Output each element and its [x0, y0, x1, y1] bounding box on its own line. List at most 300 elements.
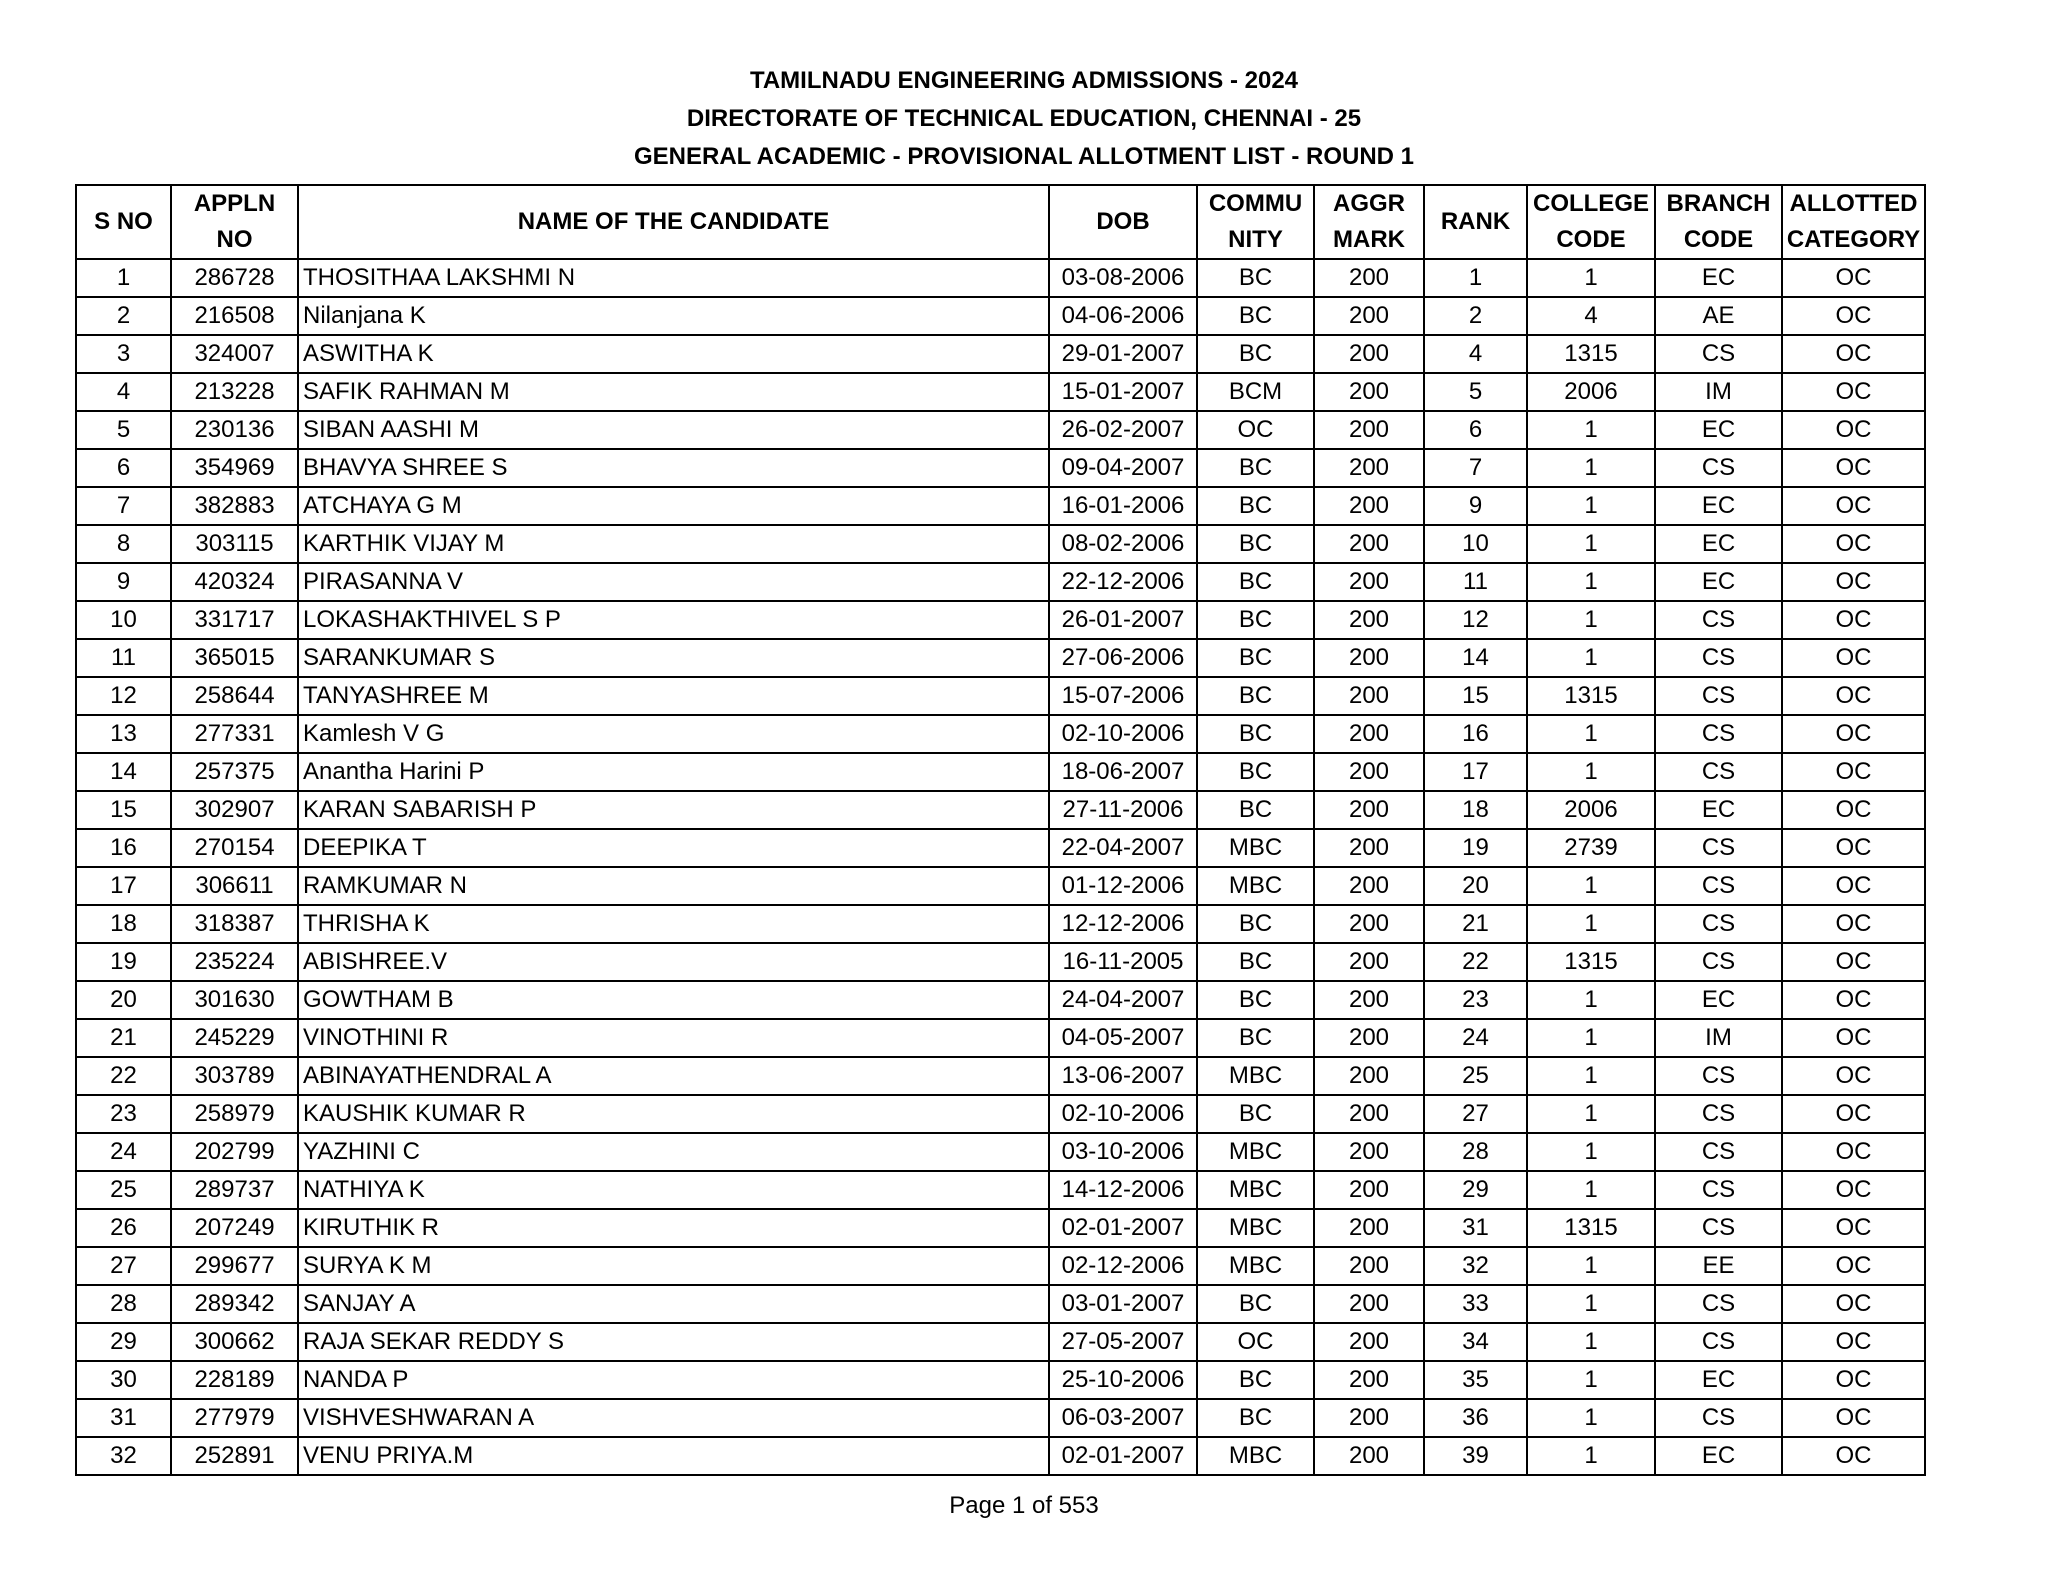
- header-label-line1: ALLOTTED: [1789, 190, 1918, 217]
- col-appln-no-cell: 216508: [171, 297, 298, 335]
- header-label-line1: COLLEGE: [1532, 190, 1649, 217]
- col-aggr-mark-cell: 200: [1314, 1209, 1424, 1247]
- col-candidate-name-header: [298, 185, 1049, 259]
- col-appln-no-cell: 324007: [171, 335, 298, 373]
- col-dob-cell: 22-04-2007: [1049, 829, 1197, 867]
- col-college-code-cell: 4: [1527, 297, 1655, 335]
- col-candidate-name-cell: BHAVYA SHREE S: [298, 449, 1049, 487]
- table-row: [76, 943, 1925, 981]
- col-candidate-name-cell: THRISHA K: [298, 905, 1049, 943]
- col-college-code-cell: 2006: [1527, 373, 1655, 411]
- col-candidate-name-cell: KARAN SABARISH P: [298, 791, 1049, 829]
- col-community-cell: BC: [1197, 1399, 1314, 1437]
- col-rank-cell: 2: [1424, 297, 1527, 335]
- col-dob-cell: 24-04-2007: [1049, 981, 1197, 1019]
- col-college-code-cell: 1: [1527, 1323, 1655, 1361]
- col-aggr-mark-cell: 200: [1314, 1399, 1424, 1437]
- col-candidate-name-cell: NATHIYA K: [298, 1171, 1049, 1209]
- col-community-cell: BC: [1197, 677, 1314, 715]
- col-sno-header: [76, 185, 171, 259]
- col-rank-cell: 7: [1424, 449, 1527, 487]
- table-row: [76, 1057, 1925, 1095]
- col-aggr-mark-cell: 200: [1314, 943, 1424, 981]
- table-row: [76, 1019, 1925, 1057]
- table-row: [76, 867, 1925, 905]
- col-college-code-cell: 1: [1527, 563, 1655, 601]
- col-appln-no-cell: 354969: [171, 449, 298, 487]
- table-row: [76, 1361, 1925, 1399]
- col-appln-no-cell: 331717: [171, 601, 298, 639]
- col-college-code-cell: 1315: [1527, 943, 1655, 981]
- allotment-table: [75, 184, 1926, 1476]
- col-rank-cell: 23: [1424, 981, 1527, 1019]
- col-dob-cell: 14-12-2006: [1049, 1171, 1197, 1209]
- col-allotted-category-cell: OC: [1782, 829, 1925, 867]
- col-sno-cell: 30: [76, 1361, 171, 1399]
- col-dob-cell: 01-12-2006: [1049, 867, 1197, 905]
- col-sno-cell: 24: [76, 1133, 171, 1171]
- col-college-code-cell: 1: [1527, 867, 1655, 905]
- col-candidate-name-cell: PIRASANNA V: [298, 563, 1049, 601]
- col-branch-code-cell: EC: [1655, 1437, 1782, 1475]
- header-label-line2: CATEGORY: [1786, 226, 1921, 253]
- col-appln-no-cell: 257375: [171, 753, 298, 791]
- col-appln-no-cell: 318387: [171, 905, 298, 943]
- col-branch-code-cell: CS: [1655, 601, 1782, 639]
- table-row: [76, 411, 1925, 449]
- document-title: TAMILNADU ENGINEERING ADMISSIONS - 2024: [749, 67, 1299, 94]
- col-dob-cell: 06-03-2007: [1049, 1399, 1197, 1437]
- col-aggr-mark-cell: 200: [1314, 411, 1424, 449]
- col-branch-code-cell: EE: [1655, 1247, 1782, 1285]
- col-branch-code-cell: CS: [1655, 1057, 1782, 1095]
- col-sno-cell: 10: [76, 601, 171, 639]
- col-aggr-mark-cell: 200: [1314, 715, 1424, 753]
- col-community-cell: MBC: [1197, 867, 1314, 905]
- col-allotted-category-cell: OC: [1782, 1437, 1925, 1475]
- col-dob-cell: 25-10-2006: [1049, 1361, 1197, 1399]
- table-row: [76, 753, 1925, 791]
- col-branch-code-cell: CS: [1655, 1209, 1782, 1247]
- col-rank-cell: 11: [1424, 563, 1527, 601]
- col-college-code-cell: 1: [1527, 981, 1655, 1019]
- col-rank-cell: 9: [1424, 487, 1527, 525]
- col-branch-code-cell: EC: [1655, 981, 1782, 1019]
- col-aggr-mark-cell: 200: [1314, 1437, 1424, 1475]
- col-college-code-cell: 1: [1527, 601, 1655, 639]
- col-branch-code-cell: EC: [1655, 1361, 1782, 1399]
- col-branch-code-cell: CS: [1655, 1095, 1782, 1133]
- col-college-code-cell: 1: [1527, 1057, 1655, 1095]
- col-allotted-category-cell: OC: [1782, 867, 1925, 905]
- col-allotted-category-cell: OC: [1782, 1285, 1925, 1323]
- col-rank-cell: 16: [1424, 715, 1527, 753]
- col-allotted-category-cell: OC: [1782, 1323, 1925, 1361]
- col-branch-code-cell: CS: [1655, 677, 1782, 715]
- col-sno-cell: 14: [76, 753, 171, 791]
- col-allotted-category-cell: OC: [1782, 335, 1925, 373]
- col-dob-cell: 15-01-2007: [1049, 373, 1197, 411]
- col-candidate-name-cell: KAUSHIK KUMAR R: [298, 1095, 1049, 1133]
- col-dob-cell: 15-07-2006: [1049, 677, 1197, 715]
- col-aggr-mark-cell: 200: [1314, 677, 1424, 715]
- col-appln-no-cell: 303789: [171, 1057, 298, 1095]
- col-college-code-cell: 1315: [1527, 1209, 1655, 1247]
- col-branch-code-cell: CS: [1655, 753, 1782, 791]
- col-branch-code-cell: CS: [1655, 867, 1782, 905]
- document-subtitle-list: GENERAL ACADEMIC - PROVISIONAL ALLOTMENT LIST - ROUND 1: [633, 143, 1414, 170]
- col-appln-no-cell: 258979: [171, 1095, 298, 1133]
- col-allotted-category-header: [1782, 185, 1925, 259]
- col-branch-code-cell: CS: [1655, 1323, 1782, 1361]
- col-sno-cell: 23: [76, 1095, 171, 1133]
- col-community-cell: BC: [1197, 525, 1314, 563]
- col-community-cell: BC: [1197, 259, 1314, 297]
- table-row: [76, 677, 1925, 715]
- col-sno-cell: 18: [76, 905, 171, 943]
- table-row: [76, 905, 1925, 943]
- table-row: [76, 601, 1925, 639]
- col-allotted-category-cell: OC: [1782, 411, 1925, 449]
- col-aggr-mark-cell: 200: [1314, 487, 1424, 525]
- col-aggr-mark-cell: 200: [1314, 259, 1424, 297]
- header-label-line1: DOB: [1096, 208, 1150, 235]
- col-allotted-category-cell: OC: [1782, 753, 1925, 791]
- col-community-cell: BC: [1197, 791, 1314, 829]
- col-community-cell: MBC: [1197, 1171, 1314, 1209]
- col-dob-cell: 22-12-2006: [1049, 563, 1197, 601]
- col-candidate-name-cell: LOKASHAKTHIVEL S P: [298, 601, 1049, 639]
- col-dob-cell: 04-06-2006: [1049, 297, 1197, 335]
- col-branch-code-cell: EC: [1655, 563, 1782, 601]
- header-label-line1: RANK: [1440, 208, 1511, 235]
- col-dob-cell: 03-10-2006: [1049, 1133, 1197, 1171]
- col-allotted-category-cell: OC: [1782, 601, 1925, 639]
- col-dob-cell: 16-01-2006: [1049, 487, 1197, 525]
- header-label-line2: CODE: [1556, 226, 1626, 253]
- col-college-code-cell: 1: [1527, 525, 1655, 563]
- col-appln-no-cell: 303115: [171, 525, 298, 563]
- table-row: [76, 1247, 1925, 1285]
- col-candidate-name-cell: ASWITHA K: [298, 335, 1049, 373]
- col-sno-cell: 9: [76, 563, 171, 601]
- col-allotted-category-cell: OC: [1782, 563, 1925, 601]
- col-community-cell: BC: [1197, 297, 1314, 335]
- col-rank-cell: 20: [1424, 867, 1527, 905]
- table-row: [76, 449, 1925, 487]
- col-dob-cell: 26-01-2007: [1049, 601, 1197, 639]
- col-appln-no-cell: 207249: [171, 1209, 298, 1247]
- col-sno-cell: 15: [76, 791, 171, 829]
- col-rank-cell: 21: [1424, 905, 1527, 943]
- col-dob-cell: 03-08-2006: [1049, 259, 1197, 297]
- col-community-cell: BC: [1197, 563, 1314, 601]
- table-row: [76, 373, 1925, 411]
- col-sno-cell: 1: [76, 259, 171, 297]
- col-sno-cell: 11: [76, 639, 171, 677]
- col-dob-cell: 27-11-2006: [1049, 791, 1197, 829]
- col-branch-code-cell: EC: [1655, 487, 1782, 525]
- col-sno-cell: 7: [76, 487, 171, 525]
- table-row: [76, 829, 1925, 867]
- col-candidate-name-cell: VISHVESHWARAN A: [298, 1399, 1049, 1437]
- col-aggr-mark-cell: 200: [1314, 1057, 1424, 1095]
- col-aggr-mark-cell: 200: [1314, 753, 1424, 791]
- col-aggr-mark-cell: 200: [1314, 335, 1424, 373]
- col-candidate-name-cell: RAJA SEKAR REDDY S: [298, 1323, 1049, 1361]
- col-candidate-name-cell: SARANKUMAR S: [298, 639, 1049, 677]
- col-appln-no-cell: 277331: [171, 715, 298, 753]
- col-rank-cell: 22: [1424, 943, 1527, 981]
- col-college-code-cell: 1: [1527, 1247, 1655, 1285]
- col-branch-code-cell: CS: [1655, 335, 1782, 373]
- col-dob-cell: 18-06-2007: [1049, 753, 1197, 791]
- col-sno-cell: 17: [76, 867, 171, 905]
- table-row: [76, 639, 1925, 677]
- col-sno-cell: 2: [76, 297, 171, 335]
- col-dob-cell: 02-01-2007: [1049, 1209, 1197, 1247]
- col-allotted-category-cell: OC: [1782, 943, 1925, 981]
- table-row: [76, 1323, 1925, 1361]
- col-community-cell: MBC: [1197, 1247, 1314, 1285]
- col-branch-code-cell: CS: [1655, 1133, 1782, 1171]
- col-appln-no-cell: 302907: [171, 791, 298, 829]
- col-rank-cell: 34: [1424, 1323, 1527, 1361]
- col-appln-no-cell: 300662: [171, 1323, 298, 1361]
- table-body: [76, 259, 1925, 1475]
- col-aggr-mark-cell: 200: [1314, 1285, 1424, 1323]
- col-allotted-category-cell: OC: [1782, 1133, 1925, 1171]
- col-allotted-category-cell: OC: [1782, 487, 1925, 525]
- col-community-cell: BC: [1197, 335, 1314, 373]
- col-college-code-cell: 1: [1527, 487, 1655, 525]
- col-rank-cell: 4: [1424, 335, 1527, 373]
- table-row: [76, 1437, 1925, 1475]
- header-label-line1: AGGR: [1333, 190, 1405, 217]
- col-candidate-name-cell: ABISHREE.V: [298, 943, 1049, 981]
- table-row: [76, 297, 1925, 335]
- col-college-code-cell: 1: [1527, 1399, 1655, 1437]
- header-label-line2: MARK: [1333, 226, 1405, 253]
- col-rank-cell: 5: [1424, 373, 1527, 411]
- col-aggr-mark-cell: 200: [1314, 1133, 1424, 1171]
- col-dob-cell: 02-01-2007: [1049, 1437, 1197, 1475]
- col-sno-cell: 26: [76, 1209, 171, 1247]
- col-appln-no-cell: 228189: [171, 1361, 298, 1399]
- col-community-cell: MBC: [1197, 1437, 1314, 1475]
- col-rank-cell: 39: [1424, 1437, 1527, 1475]
- header-label-line1: COMMU: [1208, 190, 1303, 217]
- col-aggr-mark-cell: 200: [1314, 297, 1424, 335]
- col-sno-cell: 22: [76, 1057, 171, 1095]
- col-sno-cell: 13: [76, 715, 171, 753]
- col-branch-code-cell: AE: [1655, 297, 1782, 335]
- table-row: [76, 1095, 1925, 1133]
- col-branch-code-cell: CS: [1655, 1399, 1782, 1437]
- col-allotted-category-cell: OC: [1782, 1057, 1925, 1095]
- header-label-line1: APPLN: [193, 190, 276, 217]
- col-community-cell: BC: [1197, 905, 1314, 943]
- col-allotted-category-cell: OC: [1782, 297, 1925, 335]
- col-community-cell: OC: [1197, 411, 1314, 449]
- col-candidate-name-cell: TANYASHREE M: [298, 677, 1049, 715]
- col-branch-code-header: [1655, 185, 1782, 259]
- col-college-code-cell: 1: [1527, 259, 1655, 297]
- col-rank-cell: 36: [1424, 1399, 1527, 1437]
- col-community-cell: BC: [1197, 449, 1314, 487]
- header-label-line2: NO: [216, 226, 253, 253]
- col-branch-code-cell: IM: [1655, 1019, 1782, 1057]
- col-college-code-cell: 1315: [1527, 677, 1655, 715]
- col-college-code-cell: 1: [1527, 1285, 1655, 1323]
- table-row: [76, 335, 1925, 373]
- col-aggr-mark-cell: 200: [1314, 563, 1424, 601]
- col-aggr-mark-header: [1314, 185, 1424, 259]
- col-college-code-cell: 1: [1527, 1171, 1655, 1209]
- col-sno-cell: 19: [76, 943, 171, 981]
- col-rank-cell: 35: [1424, 1361, 1527, 1399]
- col-appln-no-cell: 245229: [171, 1019, 298, 1057]
- col-allotted-category-cell: OC: [1782, 1247, 1925, 1285]
- col-appln-no-cell: 258644: [171, 677, 298, 715]
- col-sno-cell: 28: [76, 1285, 171, 1323]
- col-college-code-cell: 2006: [1527, 791, 1655, 829]
- col-aggr-mark-cell: 200: [1314, 1361, 1424, 1399]
- col-dob-cell: 02-10-2006: [1049, 715, 1197, 753]
- col-candidate-name-cell: DEEPIKA T: [298, 829, 1049, 867]
- col-allotted-category-cell: OC: [1782, 1399, 1925, 1437]
- col-community-cell: BCM: [1197, 373, 1314, 411]
- col-aggr-mark-cell: 200: [1314, 449, 1424, 487]
- col-college-code-cell: 1: [1527, 449, 1655, 487]
- col-community-cell: BC: [1197, 1361, 1314, 1399]
- col-college-code-cell: 2739: [1527, 829, 1655, 867]
- table-row: [76, 259, 1925, 297]
- col-rank-cell: 6: [1424, 411, 1527, 449]
- col-allotted-category-cell: OC: [1782, 639, 1925, 677]
- col-appln-no-cell: 301630: [171, 981, 298, 1019]
- col-aggr-mark-cell: 200: [1314, 373, 1424, 411]
- col-candidate-name-cell: ABINAYATHENDRAL A: [298, 1057, 1049, 1095]
- col-sno-cell: 31: [76, 1399, 171, 1437]
- table-row: [76, 981, 1925, 1019]
- header-label-line1: S NO: [94, 208, 153, 235]
- col-allotted-category-cell: OC: [1782, 373, 1925, 411]
- table-row: [76, 1285, 1925, 1323]
- col-dob-cell: 02-10-2006: [1049, 1095, 1197, 1133]
- col-allotted-category-cell: OC: [1782, 449, 1925, 487]
- col-rank-cell: 19: [1424, 829, 1527, 867]
- col-branch-code-cell: CS: [1655, 715, 1782, 753]
- col-dob-cell: 12-12-2006: [1049, 905, 1197, 943]
- col-branch-code-cell: IM: [1655, 373, 1782, 411]
- col-appln-no-cell: 365015: [171, 639, 298, 677]
- col-rank-cell: 25: [1424, 1057, 1527, 1095]
- col-branch-code-cell: EC: [1655, 525, 1782, 563]
- col-allotted-category-cell: OC: [1782, 1019, 1925, 1057]
- col-dob-cell: 02-12-2006: [1049, 1247, 1197, 1285]
- col-college-code-cell: 1: [1527, 411, 1655, 449]
- col-community-cell: BC: [1197, 753, 1314, 791]
- page-number: Page 1 of 553: [949, 1492, 1099, 1519]
- table-row: [76, 563, 1925, 601]
- col-branch-code-cell: EC: [1655, 259, 1782, 297]
- col-branch-code-cell: CS: [1655, 1171, 1782, 1209]
- col-dob-cell: 27-06-2006: [1049, 639, 1197, 677]
- col-rank-cell: 24: [1424, 1019, 1527, 1057]
- table-row: [76, 791, 1925, 829]
- col-allotted-category-cell: OC: [1782, 981, 1925, 1019]
- col-branch-code-cell: CS: [1655, 943, 1782, 981]
- col-college-code-header: [1527, 185, 1655, 259]
- col-dob-cell: 29-01-2007: [1049, 335, 1197, 373]
- col-college-code-cell: 1: [1527, 905, 1655, 943]
- col-college-code-cell: 1: [1527, 1019, 1655, 1057]
- col-appln-no-cell: 252891: [171, 1437, 298, 1475]
- col-sno-cell: 4: [76, 373, 171, 411]
- col-rank-cell: 15: [1424, 677, 1527, 715]
- col-allotted-category-cell: OC: [1782, 1095, 1925, 1133]
- table-row: [76, 525, 1925, 563]
- col-appln-no-cell: 230136: [171, 411, 298, 449]
- col-community-cell: BC: [1197, 943, 1314, 981]
- col-rank-cell: 17: [1424, 753, 1527, 791]
- document-header: [0, 62, 2048, 176]
- col-community-cell: BC: [1197, 601, 1314, 639]
- col-allotted-category-cell: OC: [1782, 677, 1925, 715]
- col-sno-cell: 32: [76, 1437, 171, 1475]
- col-allotted-category-cell: OC: [1782, 1209, 1925, 1247]
- col-aggr-mark-cell: 200: [1314, 1019, 1424, 1057]
- col-community-cell: MBC: [1197, 1057, 1314, 1095]
- col-college-code-cell: 1: [1527, 715, 1655, 753]
- col-rank-cell: 29: [1424, 1171, 1527, 1209]
- col-sno-cell: 29: [76, 1323, 171, 1361]
- col-rank-cell: 1: [1424, 259, 1527, 297]
- col-community-cell: OC: [1197, 1323, 1314, 1361]
- col-dob-cell: 08-02-2006: [1049, 525, 1197, 563]
- col-candidate-name-cell: Nilanjana K: [298, 297, 1049, 335]
- col-appln-no-cell: 420324: [171, 563, 298, 601]
- col-appln-no-cell: 289342: [171, 1285, 298, 1323]
- col-appln-no-cell: 306611: [171, 867, 298, 905]
- header-label-line1: BRANCH: [1666, 190, 1771, 217]
- col-candidate-name-cell: SIBAN AASHI M: [298, 411, 1049, 449]
- col-aggr-mark-cell: 200: [1314, 601, 1424, 639]
- table-row: [76, 1133, 1925, 1171]
- col-rank-cell: 14: [1424, 639, 1527, 677]
- col-rank-cell: 10: [1424, 525, 1527, 563]
- table-header-row: [76, 185, 1925, 259]
- col-candidate-name-cell: THOSITHAA LAKSHMI N: [298, 259, 1049, 297]
- col-community-cell: MBC: [1197, 1209, 1314, 1247]
- col-dob-cell: 04-05-2007: [1049, 1019, 1197, 1057]
- col-allotted-category-cell: OC: [1782, 905, 1925, 943]
- col-dob-cell: 16-11-2005: [1049, 943, 1197, 981]
- col-community-cell: BC: [1197, 715, 1314, 753]
- col-dob-cell: 09-04-2007: [1049, 449, 1197, 487]
- col-allotted-category-cell: OC: [1782, 1171, 1925, 1209]
- col-allotted-category-cell: OC: [1782, 715, 1925, 753]
- col-branch-code-cell: CS: [1655, 639, 1782, 677]
- col-appln-no-cell: 382883: [171, 487, 298, 525]
- col-candidate-name-cell: Kamlesh V G: [298, 715, 1049, 753]
- col-allotted-category-cell: OC: [1782, 525, 1925, 563]
- col-college-code-cell: 1315: [1527, 335, 1655, 373]
- col-candidate-name-cell: NANDA P: [298, 1361, 1049, 1399]
- header-label-line2: CODE: [1683, 226, 1754, 253]
- table-row: [76, 487, 1925, 525]
